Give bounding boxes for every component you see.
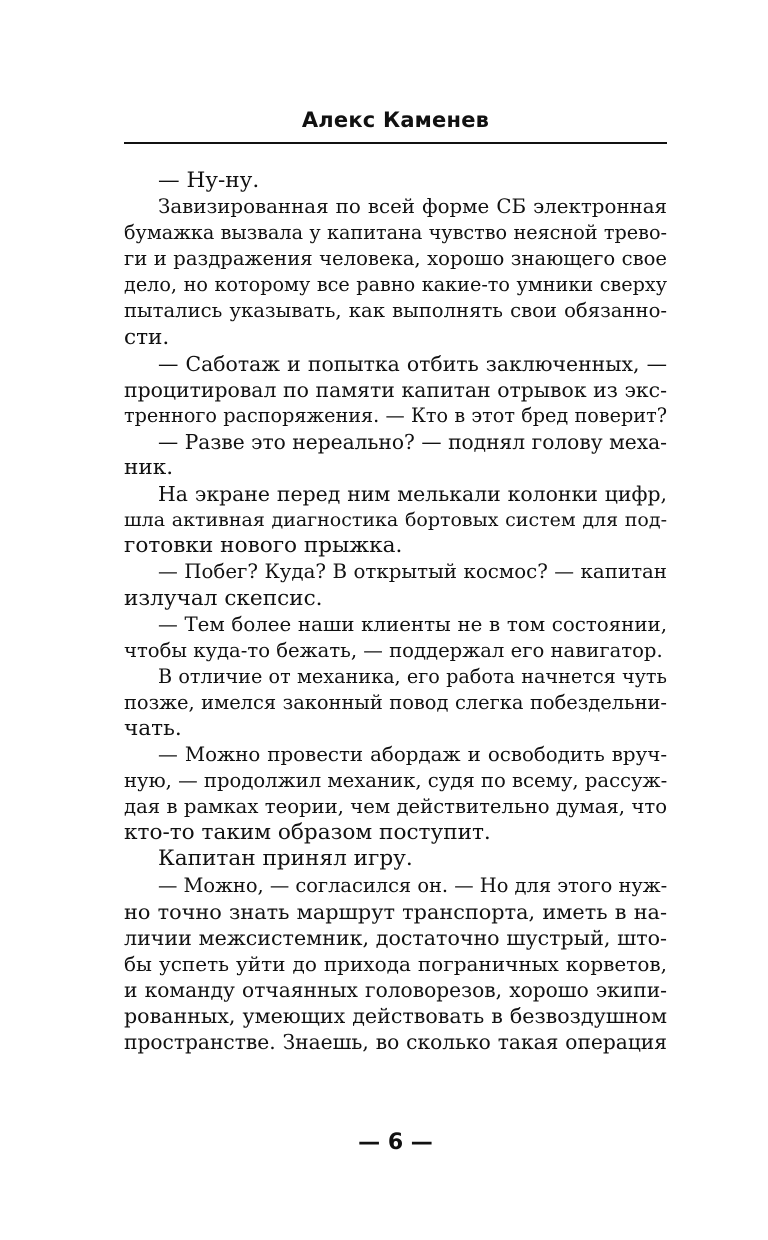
text-line: и команду отчаянных головорезов, хорошо экипи- xyxy=(124,977,667,1002)
text-line: процитировал по памяти капитан отрывок из экс- xyxy=(124,377,667,402)
header-divider xyxy=(124,142,667,144)
running-header-title: Алекс Каменев xyxy=(301,108,490,132)
text-line: На экране перед ним мелькали колонки цифр, xyxy=(158,482,667,507)
text-line: позже, имелся законный повод слегка побездельни- xyxy=(124,690,667,714)
text-line: личии межсистемник, достаточно шустрый, што- xyxy=(124,925,667,950)
text-line: Капитан принял игру. xyxy=(158,846,413,872)
text-line: бумажка вызвала у капитана чувство неясной трево- xyxy=(124,221,667,245)
text-line: пытались указывать, как выполнять свои обязанно- xyxy=(124,299,667,323)
text-line: — Саботаж и попытка отбить заключенных, — xyxy=(158,351,667,376)
text-line: — Можно, — согласился он. — Но для этого нуж- xyxy=(158,873,668,897)
page-number: — 6 — xyxy=(358,1130,433,1155)
text-line: пространстве. Знаешь, во сколько такая операция xyxy=(124,1030,667,1055)
text-line: дело, но которому все равно какие-то умники сверху xyxy=(124,273,667,297)
text-line: сти. xyxy=(124,324,170,350)
text-line: рованных, умеющих действовать в безвоздушном xyxy=(124,1004,667,1028)
text-line: — Разве это нереально? — поднял голову меха- xyxy=(158,429,667,454)
text-line: тренного распоряжения. — Кто в этот бред поверит? xyxy=(124,403,667,427)
text-line: дая в рамках теории, чем действительно думая, что xyxy=(124,795,667,819)
text-line: Завизированная по всей форме СБ электронная xyxy=(158,195,667,219)
text-line: но точно знать маршрут транспорта, иметь в на- xyxy=(124,899,667,924)
text-line: ник. xyxy=(124,455,174,481)
text-line: В отличие от механика, его работа начнется чуть xyxy=(158,664,667,688)
text-line: — Побег? Куда? В открытый космос? — капитан xyxy=(158,560,667,584)
text-line: кто-то таким образом поступит. xyxy=(124,820,491,846)
text-line: излучал скепсис. xyxy=(124,585,323,611)
text-line: чтобы куда-то бежать, — поддержал его навигатор. xyxy=(124,638,663,662)
text-line: бы успеть уйти до прихода пограничных корветов, xyxy=(124,951,667,976)
text-line: — Тем более наши клиенты не в том состоянии, xyxy=(158,612,667,636)
text-line: — Можно провести абордаж и освободить вруч- xyxy=(158,743,667,767)
text-line: — Ну-ну. xyxy=(158,168,260,193)
text-line: ги и раздражения человека, хорошо знающего свое xyxy=(124,247,667,271)
page-body-text xyxy=(124,168,667,1055)
text-line: готовки нового прыжка. xyxy=(124,533,403,559)
text-line: ную, — продолжил механик, судя по всему, рассуж- xyxy=(124,769,668,793)
text-line: шла активная диагностика бортовых систем для под- xyxy=(124,509,667,532)
text-line: чать. xyxy=(124,715,182,741)
